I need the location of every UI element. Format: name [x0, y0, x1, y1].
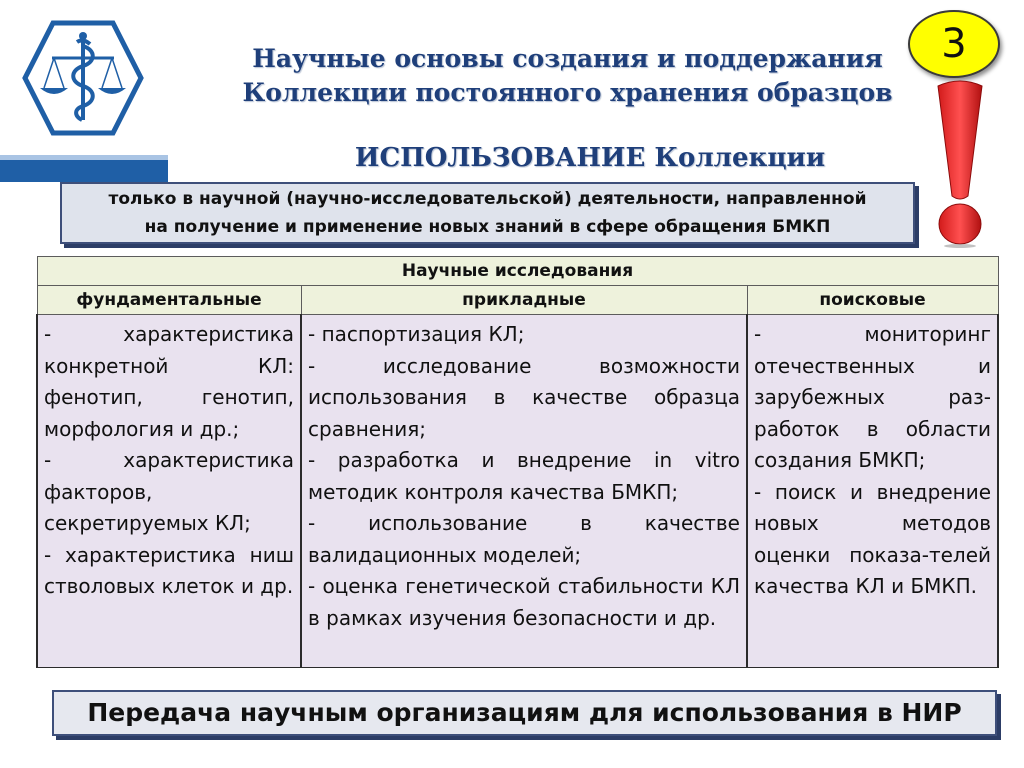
list-item: - характеристика факторов, секретируемых КЛ; — [44, 448, 294, 535]
list-item: - мониторинг отечественных и зарубежных раз-работок в области создания БМКП; — [754, 322, 992, 472]
callout-line-1: только в научной (научно-исследовательской) деятельности, направленной — [108, 189, 867, 209]
footer-text: Передача научным организациям для использования в НИР — [87, 698, 962, 727]
exploratory-cell — [747, 315, 998, 668]
usage-restriction-callout — [60, 182, 915, 244]
column-header-applied: прикладные — [301, 286, 747, 315]
column-header-exploratory: поисковые — [747, 286, 998, 315]
title-line-1: Научные основы создания и поддержания — [252, 44, 883, 73]
list-item: - использование в качестве валидационных моделей; — [308, 511, 740, 567]
applied-cell — [301, 315, 747, 668]
accent-bar — [0, 160, 168, 182]
research-table — [36, 256, 999, 668]
list-item: - паспортизация КЛ; — [308, 322, 525, 346]
list-item: - исследование возможности использования в качестве образца сравнения; — [308, 353, 740, 441]
list-item: - характеристика конкретной КЛ: фенотип, генотип, морфология и др.; — [44, 322, 294, 441]
slide-title — [200, 42, 935, 110]
exclamation-icon — [934, 80, 986, 248]
caduceus-scales-logo-icon — [22, 20, 144, 136]
list-item: - характеристика ниш стволовых клеток и др. — [44, 542, 294, 598]
callout-line-2: на получение и применение новых знаний в сфере обращения БМКП — [144, 217, 831, 237]
footer-banner — [52, 690, 997, 736]
slide-number-badge: 3 — [908, 10, 1000, 78]
fundamental-cell — [37, 315, 301, 668]
column-header-fundamental: фундаментальные — [37, 286, 301, 315]
list-item: - оценка генетической стабильности КЛ в рамках изучения безопасности и др. — [308, 574, 740, 630]
slide-subtitle: ИСПОЛЬЗОВАНИЕ Коллекции — [354, 143, 826, 173]
table-title: Научные исследования — [37, 257, 998, 286]
list-item: - поиск и внедрение новых методов оценки показа-телей качества КЛ и БМКП. — [754, 479, 992, 598]
list-item: - разработка и внедрение in vitro методик контроля качества БМКП; — [308, 448, 740, 504]
title-line-2: Коллекции постоянного хранения образцов — [242, 78, 893, 107]
